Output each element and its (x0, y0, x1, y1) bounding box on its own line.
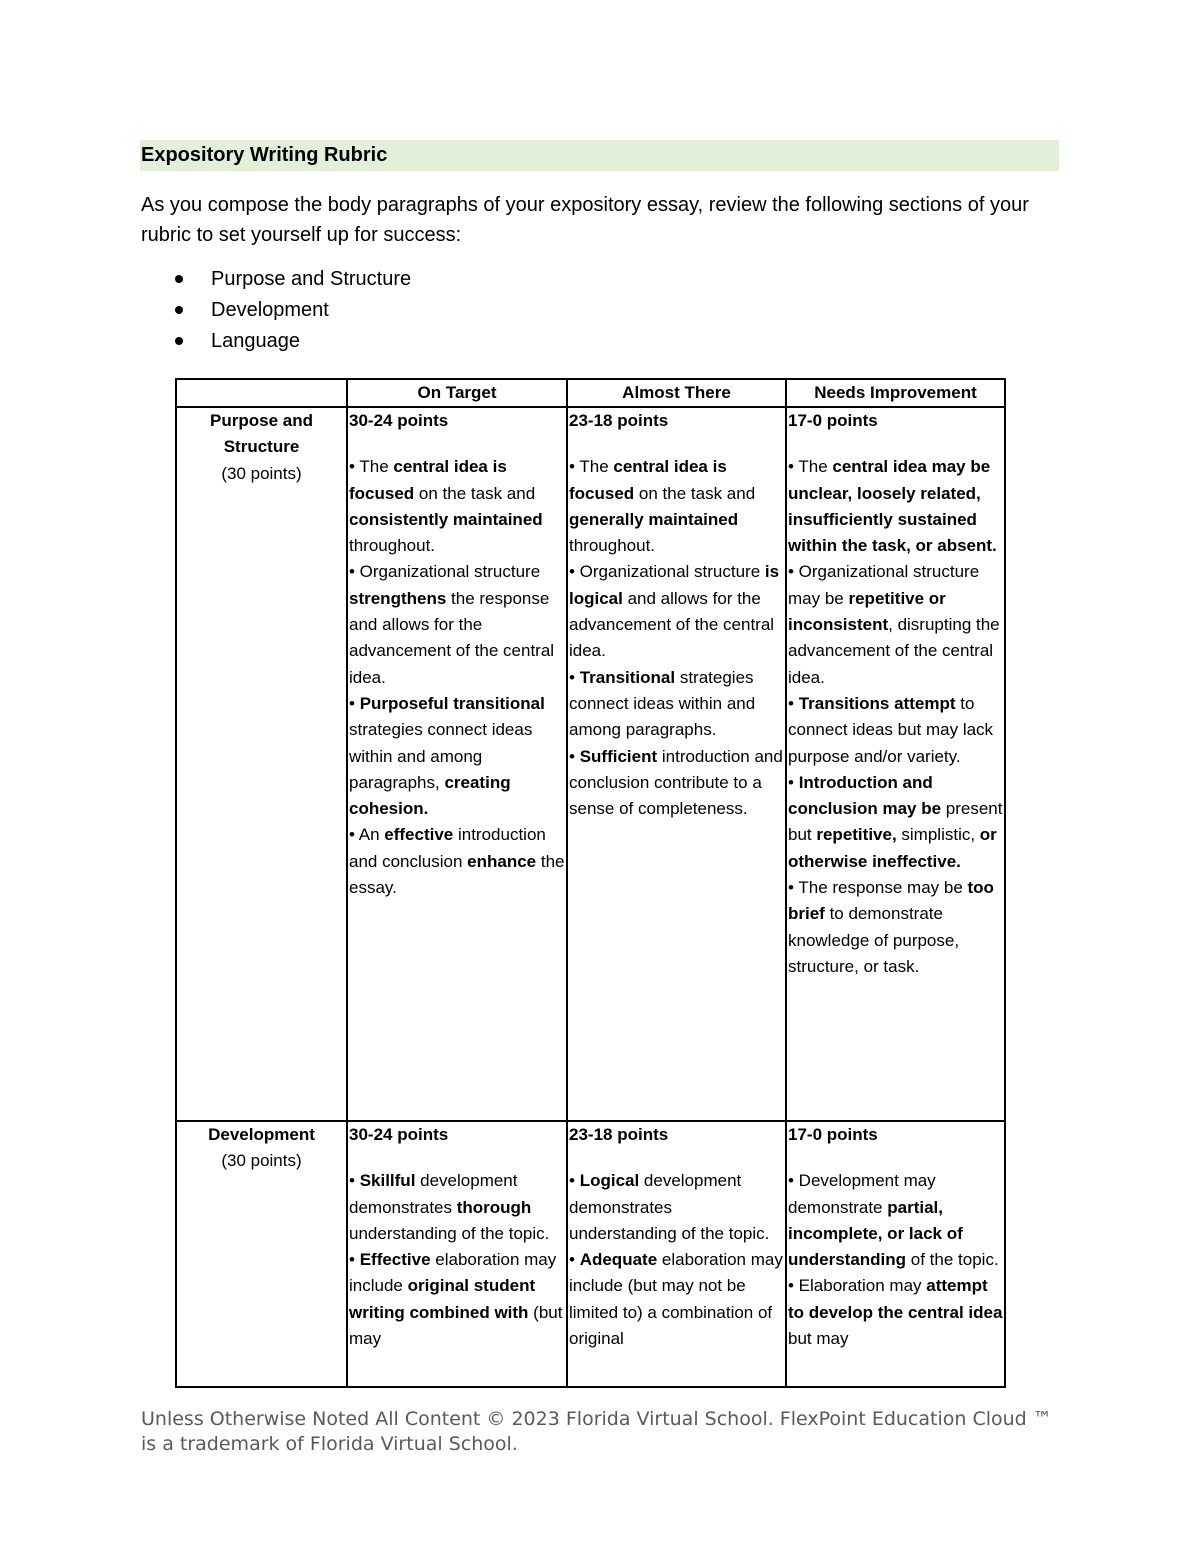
descriptor-emphasis: central idea is focused (569, 457, 727, 503)
points-range: 30-24 points (349, 411, 449, 430)
descriptor-text: the response and allows for the advancement of the central idea. (349, 588, 555, 687)
descriptor-item (788, 875, 1003, 980)
descriptor-emphasis: Skillful (359, 1171, 416, 1191)
descriptor-emphasis: enhance (467, 851, 537, 871)
rubric-table (175, 378, 1006, 1388)
descriptor-text: strategies connect ideas within and among paragraphs. (569, 667, 756, 740)
rubric-header-row (176, 379, 1005, 407)
descriptor-emphasis: partial, incomplete, or lack of understanding (788, 1197, 963, 1270)
descriptor-text: to connect ideas but may lack purpose and/or variety. (788, 693, 994, 766)
descriptor-item (788, 559, 1003, 690)
criterion-cell (176, 407, 347, 1121)
descriptor-emphasis: consistently maintained (349, 509, 543, 529)
descriptor-item (349, 454, 565, 559)
header-cell-empty (176, 379, 347, 407)
descriptor-emphasis: Purposeful transitional (359, 693, 545, 713)
descriptor-text: but may (788, 1329, 849, 1349)
descriptor-text: • (788, 693, 799, 713)
rubric-cell (786, 1121, 1005, 1387)
descriptor-emphasis: Transitional (579, 667, 676, 687)
bullet-icon (175, 275, 183, 283)
descriptor-item (788, 1273, 1003, 1352)
descriptor-text: • (349, 693, 360, 713)
header-cell-on-target: On Target (347, 379, 567, 407)
descriptor-text: to demonstrate knowledge of purpose, structure, or task. (788, 904, 960, 976)
descriptor-text: elaboration may include (but may not be limited to) a combination of original (569, 1250, 783, 1349)
descriptor-emphasis: or otherwise ineffective. (788, 825, 997, 871)
intro-paragraph: As you compose the body paragraphs of your expository essay, review the following sections of your rubric to set yourself up for success: (141, 194, 1029, 246)
section-list-item: Development (141, 295, 411, 326)
descriptor-emphasis: creating cohesion. (349, 772, 511, 819)
descriptor-emphasis: Introduction and conclusion may be (788, 772, 942, 819)
descriptor-item (349, 691, 565, 822)
descriptor-emphasis: thorough (456, 1197, 532, 1217)
rubric-row-development (176, 1121, 1005, 1387)
descriptor-text: • Organizational structure (569, 562, 765, 582)
descriptor-emphasis: generally maintained (569, 509, 739, 529)
descriptor-text: and allows for the advancement of the central idea. (569, 588, 775, 661)
rubric-cell (786, 407, 1005, 1121)
descriptor-item (569, 744, 784, 823)
descriptor-text: present but (788, 799, 1003, 845)
rubric-cell (347, 1121, 567, 1387)
descriptor-emphasis: is logical (569, 562, 780, 608)
descriptor-item (349, 1168, 565, 1247)
rubric-cell (347, 407, 567, 1121)
descriptor-text: • (788, 772, 799, 792)
descriptor-text: understanding of the topic. (349, 1223, 550, 1243)
descriptor-emphasis: attempt to develop the central idea (788, 1276, 1003, 1322)
descriptor-item (349, 1247, 565, 1352)
bullet-icon (175, 306, 183, 314)
descriptor-emphasis: strengthens (349, 588, 447, 608)
descriptor-text: the essay. (349, 851, 565, 898)
descriptor-text: • (349, 1250, 360, 1270)
rubric-row-purpose (176, 407, 1005, 1121)
descriptor-text: • Elaboration may (788, 1276, 927, 1296)
descriptor-item (788, 691, 1003, 770)
descriptor-text: , disrupting the advancement of the central idea. (788, 615, 1000, 687)
descriptor-emphasis: central idea may be unclear, loosely related, insufficiently sustained within the task, or absent. (788, 457, 997, 556)
points-range: 30-24 points (349, 1125, 449, 1144)
bullet-icon (175, 337, 183, 345)
document-title: Expository Writing Rubric (140, 140, 1059, 171)
points-range: 17-0 points (788, 411, 878, 430)
copyright-footer: Unless Otherwise Noted All Content © 2023 Florida Virtual School. FlexPoint Education Cloud ™ is a trademark of Florida Virtual School. (141, 1408, 1052, 1455)
descriptor-text: of the topic. (906, 1250, 999, 1270)
descriptor-item (788, 1168, 1003, 1273)
descriptor-text: • An (349, 825, 385, 845)
descriptor-text: on the task and (414, 483, 536, 503)
descriptor-item (569, 454, 784, 559)
descriptor-emphasis: original student writing combined with (349, 1276, 536, 1322)
section-list-item: Purpose and Structure (141, 264, 411, 295)
points-range: 23-18 points (569, 1125, 669, 1144)
descriptor-text: (but may (349, 1302, 563, 1349)
descriptor-text: on the task and (634, 483, 756, 503)
criterion-points: (30 points) (221, 463, 302, 483)
descriptor-emphasis: Logical (579, 1171, 640, 1191)
descriptor-emphasis: Sufficient (579, 746, 658, 766)
descriptor-text: • The (569, 457, 614, 477)
descriptor-text: elaboration may include (349, 1250, 557, 1296)
descriptor-emphasis: effective (384, 825, 454, 845)
descriptor-text: • (569, 1171, 580, 1191)
descriptor-text: • (569, 1250, 580, 1270)
descriptor-emphasis: too brief (788, 878, 994, 924)
criterion-name: Purpose and Structure (210, 411, 313, 457)
descriptor-text: introduction and conclusion contribute to a sense of completeness. (569, 746, 783, 819)
descriptor-text: • (349, 1171, 360, 1191)
descriptor-item (788, 770, 1003, 875)
descriptor-emphasis: Transitions attempt (798, 693, 956, 713)
descriptor-item (569, 1247, 784, 1352)
descriptor-text: • The response may be (788, 878, 968, 898)
descriptor-emphasis: repetitive, (816, 825, 897, 845)
descriptor-text: strategies connect ideas within and among paragraphs, (349, 720, 533, 792)
descriptor-text: • Organizational structure may be (788, 562, 980, 608)
descriptor-item (569, 665, 784, 744)
descriptor-item (569, 1168, 784, 1247)
descriptor-text: simplistic, (896, 825, 980, 845)
points-range: 17-0 points (788, 1125, 878, 1144)
criterion-cell (176, 1121, 347, 1387)
criterion-name: Development (208, 1125, 315, 1144)
descriptor-text: • The (788, 457, 833, 477)
header-cell-almost-there: Almost There (567, 379, 786, 407)
descriptor-text: • (569, 667, 580, 687)
descriptor-text: development demonstrates (349, 1171, 518, 1217)
descriptor-text: • The (349, 457, 394, 477)
descriptor-item (788, 454, 1003, 559)
descriptor-text: • Development may demonstrate (788, 1171, 936, 1217)
descriptor-emphasis: central idea is focused (349, 457, 507, 503)
descriptor-text: throughout. (569, 536, 656, 556)
descriptor-item (349, 559, 565, 690)
criterion-points: (30 points) (221, 1151, 302, 1171)
rubric-cell (567, 407, 786, 1121)
descriptor-text: • (569, 746, 580, 766)
descriptor-emphasis: repetitive or inconsistent (788, 588, 946, 635)
descriptor-text: • Organizational structure (349, 562, 541, 582)
descriptor-text: throughout. (349, 536, 436, 556)
descriptor-emphasis: Effective (359, 1250, 431, 1270)
descriptor-emphasis: Adequate (579, 1250, 658, 1270)
header-cell-needs-improvement: Needs Improvement (786, 379, 1005, 407)
descriptor-item (349, 822, 565, 901)
descriptor-item (569, 559, 784, 664)
descriptor-text: development demonstrates understanding of the topic. (569, 1171, 770, 1243)
section-list (141, 264, 411, 357)
points-range: 23-18 points (569, 411, 669, 430)
descriptor-text: introduction and conclusion (349, 825, 546, 871)
section-list-item: Language (141, 326, 411, 357)
rubric-cell (567, 1121, 786, 1387)
